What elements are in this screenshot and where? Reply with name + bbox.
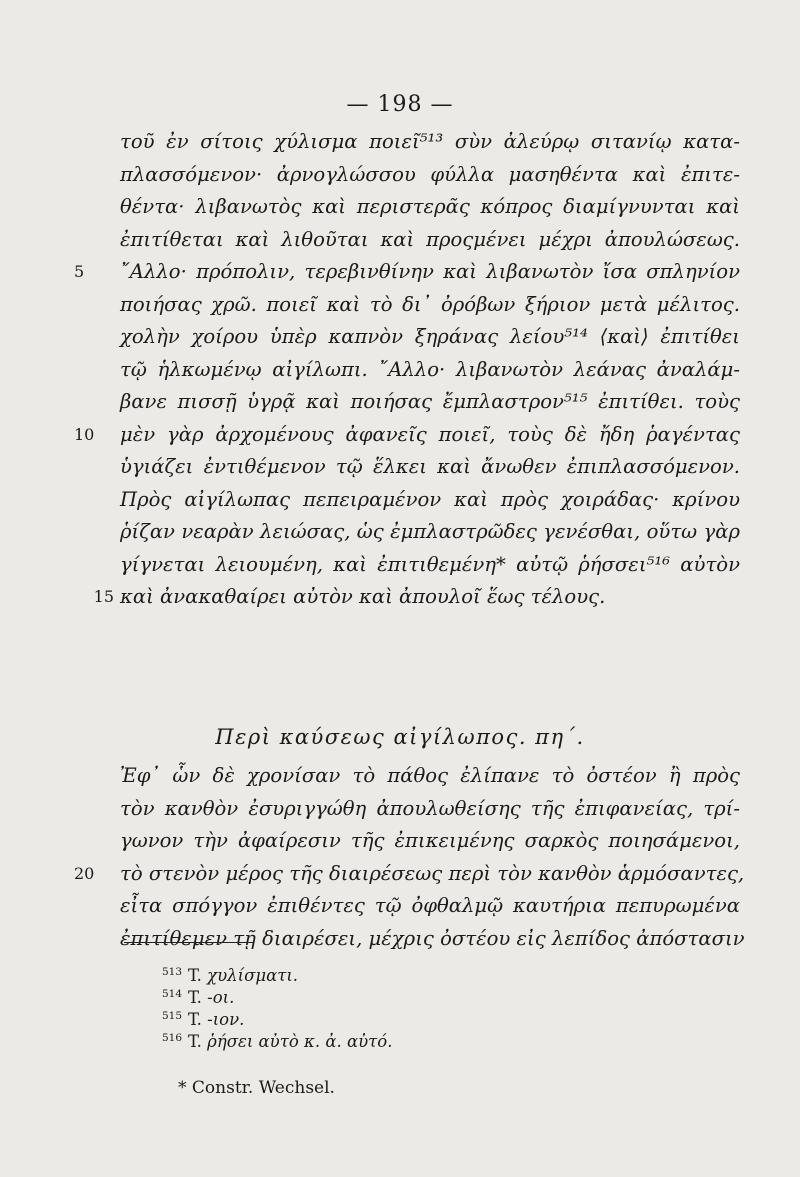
text-line (120, 191, 740, 224)
text-line (120, 126, 740, 159)
footnote-text: χυλίσματι. (207, 966, 299, 985)
text-line (120, 354, 740, 387)
text-line (74, 858, 745, 891)
text-line (74, 256, 740, 289)
line-text: πλασσόμενον· ἀρνογλώσσου φύλλα μασηθέντα καὶ ἐπιτε- (120, 162, 740, 186)
text-line (120, 516, 740, 549)
footnote (162, 984, 562, 1008)
text-line (120, 793, 740, 826)
line-text: ῥίζαν νεαρὰν λειώσας, ὡς ἐμπλαστρῶδες γενέσθαι, οὕτω γὰρ (120, 520, 740, 543)
footnote-number: 516 (162, 1032, 183, 1044)
line-text: χολὴν χοίρου ὑπὲρ καπνὸν ξηράνας λείου⁵¹⁴ ⟨καὶ⟩ ἐπιτίθει (120, 325, 740, 348)
line-text: Πρὸς αἰγίλωπας πεπειραμένον καὶ πρὸς χοιράδας· κρίνου (120, 487, 740, 511)
text-line (120, 159, 740, 192)
footnote-number: 514 (162, 988, 183, 1000)
text-line (120, 923, 745, 956)
line-number: 20 (74, 863, 95, 883)
footnote (162, 1028, 562, 1052)
text-line (120, 321, 740, 354)
line-text: θέντα· λιβανωτὸς καὶ περιστερᾶς κόπρος διαμίγνυνται καὶ (120, 195, 740, 218)
text-line (120, 825, 740, 858)
section-heading: Περὶ καύσεως αἰγίλωπος. πη΄. (215, 725, 585, 749)
line-text: Ἐφ᾽ ὧν δὲ χρονίσαν τὸ πάθος ἐλίπανε τὸ ὀστέον ἢ πρὸς (120, 764, 740, 787)
line-text: τὸν κανθὸν ἐσυριγγώθη ἀπουλωθείσης τῆς ἐπιφανείας, τρί- (120, 796, 740, 820)
footnote-prefix: T. (188, 988, 208, 1007)
text-line (120, 760, 740, 793)
line-text: τῷ ἡλκωμένῳ αἰγίλωπι. ῎Αλλο· λιβανωτὸν λεάνας ἀναλάμ- (120, 357, 740, 381)
line-text: ἐπιτίθεται καὶ λιθοῦται καὶ προςμένει μέχρι ἀπουλώσεως. (120, 227, 740, 251)
text-line (120, 890, 740, 923)
text-line (74, 419, 740, 452)
footnote-number: 513 (162, 966, 183, 978)
page-number: — 198 — (346, 92, 454, 117)
footnote (162, 1006, 562, 1030)
footnote-prefix: T. (188, 1010, 208, 1029)
footnote (162, 962, 562, 986)
text-line (120, 451, 740, 484)
paragraph-1 (74, 126, 740, 614)
line-text: ὑγιάζει ἐντιθέμενον τῷ ἕλκει καὶ ἄνωθεν ἐπιπλασσόμενον. (120, 455, 740, 478)
text-line (120, 386, 740, 419)
line-text: βανε πισσῇ ὑγρᾷ καὶ ποιήσας ἔμπλαστρον⁵¹⁵ ἐπιτίθει. τοὺς (120, 390, 740, 413)
footnote-rule (124, 942, 254, 943)
footnote-text: ῥήσει αὐτὸ κ. ἀ. αὐτό. (207, 1032, 393, 1051)
line-text: καὶ ἀνακαθαίρει αὐτὸν καὶ ἀπουλοῖ ἕως τέλους. (120, 585, 606, 608)
line-text: τοῦ ἐν σίτοις χύλισμα ποιεῖ⁵¹³ σὺν ἀλεύρῳ σιτανίῳ κατα- (120, 130, 740, 153)
line-text: γωνον τὴν ἀφαίρεσιν τῆς ἐπικειμένης σαρκὸς ποιησάμενοι, (120, 829, 740, 852)
line-number: 10 (74, 424, 95, 444)
footnote-prefix: T. (188, 1032, 208, 1051)
footnote-number: 515 (162, 1010, 183, 1022)
text-line (93, 581, 740, 614)
footnote-prefix: T. (188, 966, 208, 985)
line-text: γίγνεται λειουμένη, καὶ ἐπιτιθεμένη* αὐτῷ ῥήσσει⁵¹⁶ αὐτὸν (120, 552, 740, 576)
text-line (120, 484, 740, 517)
line-text: ῎Αλλο· πρόπολιν, τερεβινθίνην καὶ λιβανωτὸν ἴσα σπληνίον (120, 260, 740, 283)
text-line (120, 549, 740, 582)
text-line (120, 224, 740, 257)
line-text: ποιήσας χρῶ. ποιεῖ καὶ τὸ δι᾽ ὀρόβων ξήριον μετὰ μέλιτος. (120, 292, 740, 316)
line-text: μὲν γὰρ ἀρχομένους ἀφανεῖς ποιεῖ, τοὺς δὲ ἤδη ῥαγέντας (120, 422, 740, 446)
line-text: εἶτα σπόγγον ἐπιθέντες τῷ ὀφθαλμῷ καυτήρια πεπυρωμένα (120, 894, 740, 917)
text-line (120, 289, 740, 322)
line-number: 5 (74, 262, 85, 281)
footnote-text: -οι. (207, 988, 235, 1007)
line-text: τὸ στενὸν μέρος τῆς διαιρέσεως περὶ τὸν κανθὸν ἁρμόσαντες, (120, 861, 745, 885)
line-text: ἐπιτίθεμεν τῇ διαιρέσει, μέχρις ὀστέου εἰς λεπίδος ἀπόστασιν (120, 926, 745, 950)
editorial-note: * Constr. Wechsel. (178, 1078, 335, 1098)
footnote-text: -ιον. (207, 1010, 245, 1029)
line-number: 15 (93, 587, 114, 606)
paragraph-2 (74, 760, 745, 955)
